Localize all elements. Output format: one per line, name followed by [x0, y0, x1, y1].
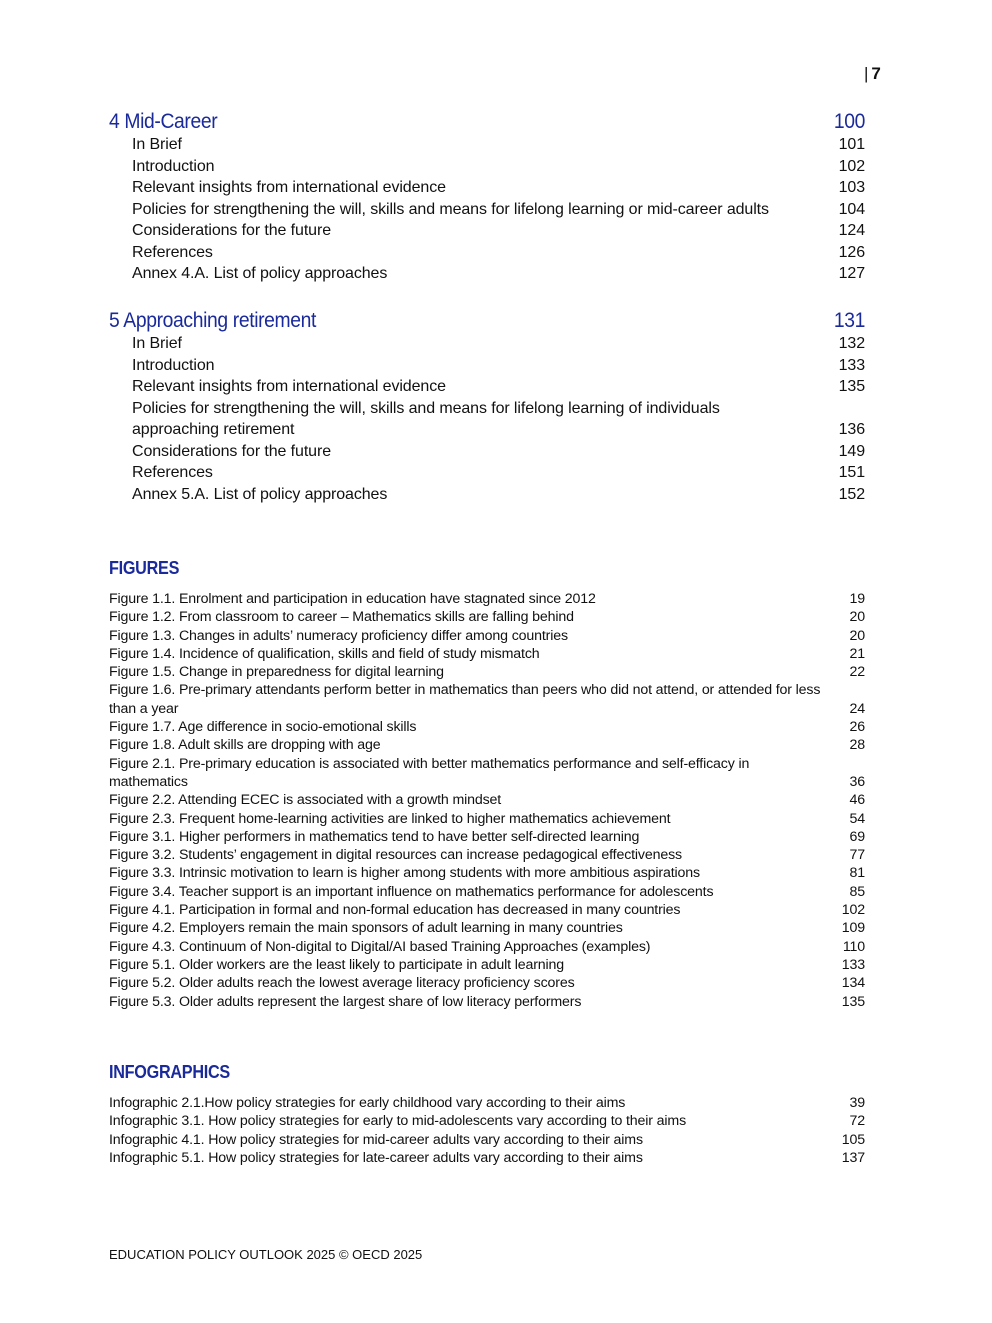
toc-entry[interactable]: [109, 242, 865, 264]
figure-page: 26: [849, 719, 865, 736]
chapter-title: 5 Approaching retirement: [109, 309, 317, 332]
figure-title: Figure 1.5. Change in preparedness for digital learning: [109, 664, 444, 681]
toc-entry[interactable]: [109, 398, 865, 441]
toc-entry[interactable]: [109, 333, 865, 355]
figure-title: Figure 1.8. Adult skills are dropping with age: [109, 737, 381, 754]
toc-entry[interactable]: [109, 134, 865, 156]
figure-title: Figure 3.1. Higher performers in mathematics tend to have better self-directed learning: [109, 828, 640, 845]
toc-entry-title: Introduction: [132, 356, 215, 374]
toc-entry-page: 152: [838, 485, 865, 503]
toc-entry-page: 103: [838, 179, 865, 196]
figure-title: Figure 4.3. Continuum of Non-digital to Digital/AI based Training Approaches (examples): [109, 938, 651, 955]
figure-page: 109: [841, 920, 865, 937]
toc-entry-title: In Brief: [132, 136, 182, 153]
toc-entry-title: Annex 5.A. List of policy approaches: [132, 485, 388, 503]
figure-title: Figure 1.7. Age difference in socio-emotional skills: [109, 719, 417, 736]
toc-entry-page: 149: [838, 442, 865, 460]
toc-entry-page: 132: [838, 335, 865, 352]
infographic-entry[interactable]: [109, 1112, 865, 1130]
toc-entry-title: References: [132, 243, 213, 261]
figure-page: 133: [841, 956, 865, 973]
figure-title: Figure 3.4. Teacher support is an important influence on mathematics performance for adolescents: [109, 883, 714, 900]
figure-entry[interactable]: [109, 755, 865, 792]
figure-entry[interactable]: [109, 608, 865, 626]
chapter-title: 4 Mid-Career: [109, 110, 218, 133]
chapter-page: 131: [833, 309, 866, 332]
figure-page: 20: [849, 627, 865, 644]
figure-page: 110: [842, 938, 865, 955]
toc-entry-title: Introduction: [132, 157, 215, 175]
toc-entry-title: Annex 4.A. List of policy approaches: [132, 265, 388, 282]
figure-title: Figure 2.3. Frequent home-learning activities are linked to higher mathematics achievement: [109, 810, 671, 827]
toc-entry[interactable]: [109, 376, 865, 398]
toc-entry-page: 104: [838, 200, 865, 218]
toc-entry-title: References: [132, 464, 213, 481]
figure-page: 46: [849, 792, 865, 809]
figure-page: 77: [849, 847, 865, 864]
figure-title: Figure 2.1. Pre-primary education is associated with better mathematics performance and self-efficacy in mathematics: [109, 755, 750, 790]
figure-entry[interactable]: [109, 828, 865, 846]
toc-entry[interactable]: [109, 177, 865, 199]
figure-title: Figure 3.3. Intrinsic motivation to learn is higher among students with more ambitious aspirations: [109, 865, 700, 882]
figures-list: [109, 590, 865, 1011]
toc-entry-page: 101: [838, 136, 865, 153]
page-footer: EDUCATION POLICY OUTLOOK 2025 © OECD 2025: [109, 1247, 423, 1262]
figure-title: Figure 5.2. Older adults reach the lowest average literacy proficiency scores: [109, 975, 575, 992]
toc-entry[interactable]: [109, 355, 865, 377]
infographics-list: [109, 1094, 865, 1167]
toc-entry[interactable]: [109, 199, 865, 221]
toc-entry[interactable]: [109, 462, 865, 484]
figure-page: 81: [849, 865, 865, 882]
toc-chapter-4: [109, 110, 865, 285]
figure-page: 54: [849, 810, 865, 827]
chapter-page: 100: [833, 110, 866, 133]
figure-title: Figure 3.2. Students’ engagement in digital resources can increase pedagogical effectiveness: [109, 847, 682, 864]
infographic-title: Infographic 5.1. How policy strategies for late-career adults vary according to their aims: [109, 1149, 643, 1166]
figure-entry[interactable]: [109, 718, 865, 736]
infographics-heading: INFOGRAPHICS: [109, 1062, 230, 1082]
figure-title: Figure 1.6. Pre-primary attendants perform better in mathematics than peers who did not attend, or attended for less than a year: [109, 682, 821, 717]
figure-title: Figure 2.2. Attending ECEC is associated with a growth mindset: [109, 792, 502, 809]
toc-entry-title: Policies for strengthening the will, skills and means for lifelong learning or mid-career adults: [132, 200, 769, 218]
toc-entry-page: 136: [838, 421, 865, 438]
figure-entry[interactable]: [109, 736, 865, 754]
figure-title: Figure 4.1. Participation in formal and non-formal education has decreased in many countries: [109, 902, 681, 919]
infographic-title: Infographic 2.1.How policy strategies for early childhood vary according to their aims: [109, 1095, 626, 1111]
figure-entry[interactable]: [109, 993, 865, 1011]
figure-title: Figure 5.3. Older adults represent the largest share of low literacy performers: [109, 993, 582, 1010]
page-number-value: 7: [871, 64, 881, 83]
figure-entry[interactable]: [109, 681, 865, 718]
figure-title: Figure 5.1. Older workers are the least likely to participate in adult learning: [109, 956, 564, 973]
figure-entry[interactable]: [109, 974, 865, 992]
figure-entry[interactable]: [109, 938, 865, 956]
figure-page: 20: [849, 609, 865, 626]
toc-entry-page: 133: [838, 356, 865, 374]
infographic-title: Infographic 3.1. How policy strategies for early to mid-adolescents vary according to their aims: [109, 1113, 687, 1130]
figure-page: 19: [849, 591, 865, 607]
toc-entry-title: Policies for strengthening the will, skills and means for lifelong learning of individuals approaching retirement: [132, 399, 720, 438]
figure-title: Figure 1.2. From classroom to career – Mathematics skills are falling behind: [109, 609, 574, 626]
page-number: [864, 64, 881, 84]
figure-entry[interactable]: [109, 810, 865, 828]
figure-page: 21: [849, 645, 865, 662]
figure-page: 24: [849, 700, 865, 717]
figure-entry[interactable]: [109, 883, 865, 901]
toc-entry-page: 102: [838, 157, 865, 175]
figure-entry[interactable]: [109, 590, 865, 608]
infographic-page: 72: [849, 1113, 865, 1130]
figure-page: 28: [849, 737, 865, 754]
figure-title: Figure 1.3. Changes in adults’ numeracy proficiency differ among countries: [109, 627, 568, 644]
figure-page: 85: [849, 883, 865, 900]
figure-entry[interactable]: [109, 627, 865, 645]
toc-entry[interactable]: [109, 263, 865, 285]
infographic-entry[interactable]: [109, 1131, 865, 1149]
toc-entry-title: Relevant insights from international evidence: [132, 179, 446, 196]
toc-entry-page: 135: [838, 378, 865, 395]
toc-entry[interactable]: [109, 220, 865, 242]
toc-entry-title: In Brief: [132, 335, 182, 352]
toc-entry-page: 127: [838, 265, 865, 282]
figure-entry[interactable]: [109, 901, 865, 919]
figure-page: 134: [841, 975, 865, 992]
toc-chapter-heading[interactable]: [109, 110, 865, 134]
toc-entry-page: 126: [838, 243, 865, 261]
figure-entry[interactable]: [109, 846, 865, 864]
figure-entry[interactable]: [109, 919, 865, 937]
figure-page: 135: [841, 993, 865, 1010]
figure-entry[interactable]: [109, 645, 865, 663]
figure-title: Figure 1.4. Incidence of qualification, skills and field of study mismatch: [109, 645, 540, 662]
toc-chapter-heading[interactable]: [109, 309, 865, 333]
figures-heading: FIGURES: [109, 558, 180, 578]
infographic-page: 39: [849, 1095, 865, 1111]
toc-entry[interactable]: [109, 441, 865, 463]
figure-entry[interactable]: [109, 663, 865, 681]
toc-chapter-5: [109, 309, 865, 505]
toc-entry[interactable]: [109, 156, 865, 178]
toc-entry[interactable]: [109, 484, 865, 506]
figure-entry[interactable]: [109, 956, 865, 974]
infographic-entry[interactable]: [109, 1094, 865, 1112]
figure-page: 102: [841, 902, 865, 919]
figure-page: 69: [849, 828, 865, 845]
figure-entry[interactable]: [109, 864, 865, 882]
page-number-separator: |: [864, 64, 869, 83]
toc-entry-title: Relevant insights from international evidence: [132, 378, 446, 395]
infographic-title: Infographic 4.1. How policy strategies for mid-career adults vary according to their aims: [109, 1131, 643, 1148]
figure-title: Figure 1.1. Enrolment and participation in education have stagnated since 2012: [109, 591, 596, 607]
infographic-page: 105: [841, 1131, 865, 1148]
infographic-entry[interactable]: [109, 1149, 865, 1167]
figure-entry[interactable]: [109, 791, 865, 809]
figure-page: 22: [849, 664, 865, 681]
toc-entry-title: Considerations for the future: [132, 442, 331, 460]
infographic-page: 137: [841, 1149, 865, 1166]
toc-entry-page: 151: [838, 464, 865, 481]
figure-title: Figure 4.2. Employers remain the main sponsors of adult learning in many countries: [109, 920, 623, 937]
toc-entry-title: Considerations for the future: [132, 222, 331, 239]
figure-page: 36: [849, 773, 865, 790]
toc-entry-page: 124: [838, 222, 865, 239]
